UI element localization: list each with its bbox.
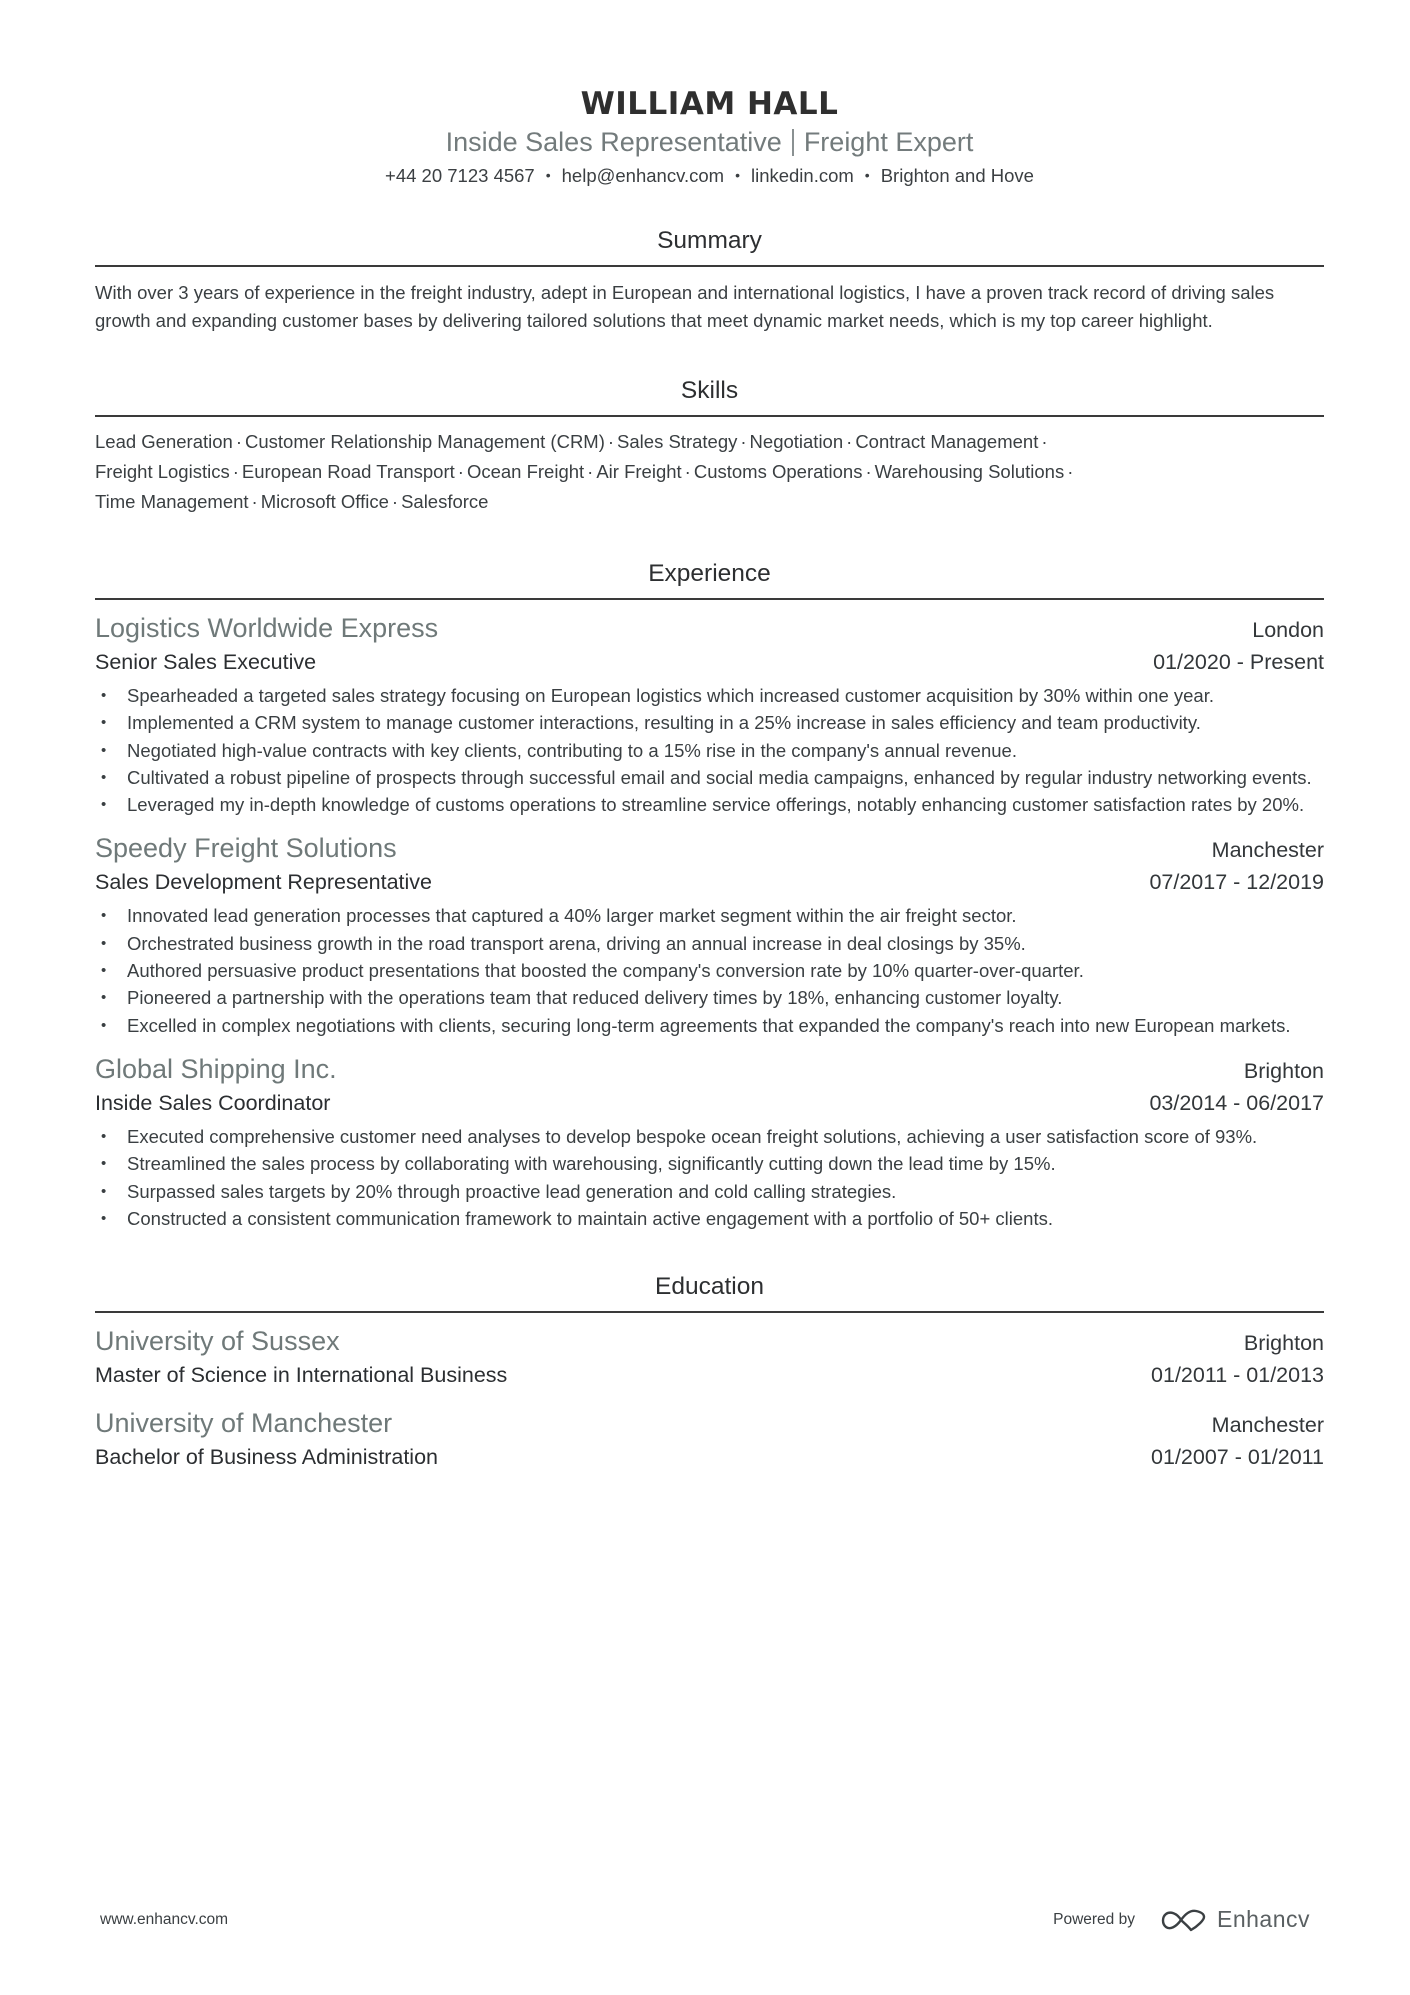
- school-location: Brighton: [1243, 1331, 1324, 1356]
- bullet-icon: •: [101, 687, 107, 704]
- skill-item: Air Freight: [596, 461, 682, 482]
- achievement-item: • Constructed a consistent communication framework to maintain active engagement with a portfolio of 50+ clients.: [95, 1205, 1324, 1232]
- achievement-item: • Leveraged my in-depth knowledge of customs operations to streamline service offerings, notably enhancing customer satisfaction rates by 20%.: [95, 791, 1324, 818]
- school-name: University of Sussex: [95, 1326, 340, 1357]
- bullet-icon: •: [101, 1209, 107, 1227]
- section-divider: [95, 265, 1324, 267]
- job-location: London: [1252, 618, 1324, 642]
- achievement-item: • Implemented a CRM system to manage customer interactions, resulting in a 25% increase in sales efficiency and team productivity.: [95, 709, 1324, 736]
- title-divider: [792, 129, 794, 156]
- skill-item: Microsoft Office: [260, 491, 389, 512]
- company-name: Speedy Freight Solutions: [95, 833, 397, 864]
- education-entry: [95, 1323, 1324, 1391]
- title-secondary: Freight Expert: [803, 127, 974, 157]
- experience-entry: [95, 1051, 1324, 1232]
- degree-name: Master of Science in International Business: [95, 1363, 508, 1388]
- achievement-item: • Pioneered a partnership with the operations team that reduced delivery times by 18%, enhancing customer loyalty.: [95, 984, 1324, 1011]
- bullet-icon: •: [101, 1127, 107, 1145]
- powered-by-label: Powered by: [1053, 1910, 1135, 1928]
- achievement-list: [95, 902, 1324, 1038]
- job-location: Manchester: [1211, 838, 1324, 863]
- bullet-separator: •: [545, 167, 551, 183]
- school-location: Manchester: [1211, 1413, 1324, 1438]
- skill-item: Ocean Freight: [466, 461, 585, 482]
- achievement-item: • Negotiated high-value contracts with key clients, contributing to a 15% rise in the company's annual revenue.: [95, 737, 1324, 764]
- bullet-icon: •: [101, 934, 107, 952]
- bullet-icon: •: [101, 714, 107, 732]
- education-dates: 01/2007 - 01/2011: [1151, 1445, 1324, 1470]
- skill-item: Freight Logistics: [95, 461, 230, 482]
- job-dates: 01/2020 - Present: [1153, 650, 1324, 674]
- skill-item: Customer Relationship Management (CRM): [245, 431, 605, 452]
- contact-email[interactable]: help@enhancv.com: [561, 165, 725, 186]
- achievement-item: • Streamlined the sales process by collaborating with warehousing, significantly cutting down the lead time by 15%.: [95, 1150, 1324, 1177]
- bullet-icon: •: [101, 1155, 107, 1173]
- bullet-icon: •: [101, 1016, 107, 1034]
- company-name: Global Shipping Inc.: [95, 1053, 337, 1084]
- title-primary: Inside Sales Representative: [445, 127, 782, 157]
- job-dates: 03/2014 - 06/2017: [1149, 1090, 1324, 1115]
- company-name: Logistics Worldwide Express: [95, 613, 439, 643]
- achievement-item: • Orchestrated business growth in the road transport arena, driving an annual increase in deal closings by 35%.: [95, 930, 1324, 957]
- achievement-item: • Spearheaded a targeted sales strategy focusing on European logistics which increased customer acquisition by 30% within one year.: [95, 682, 1324, 709]
- skill-item: Lead Generation: [95, 431, 233, 452]
- bullet-icon: •: [101, 962, 107, 980]
- contact-line: [95, 163, 1324, 188]
- enhancv-logo[interactable]: [1161, 1906, 1310, 1933]
- enhancv-logo-icon: [1161, 1908, 1207, 1932]
- job-location: Brighton: [1243, 1058, 1324, 1083]
- section-heading-skills: Skills: [680, 377, 739, 404]
- education-section: [95, 1272, 1324, 1473]
- skills-section: [95, 376, 1324, 517]
- job-title: Inside Sales Coordinator: [95, 1090, 331, 1115]
- summary-text: With over 3 years of experience in the freight industry, adept in European and international logistics, I have a proven track record of driving sales growth and expanding customer bases by delivering tailored solutions that meet dynamic market needs, which is my top career highlight.: [95, 282, 1275, 331]
- achievement-item: • Cultivated a robust pipeline of prospects through successful email and social media campaigns, enhanced by regular industry networking events.: [95, 764, 1324, 791]
- school-name: University of Manchester: [95, 1408, 393, 1439]
- section-heading-summary: Summary: [657, 227, 762, 254]
- section-divider: [95, 1311, 1324, 1313]
- degree-name: Bachelor of Business Administration: [95, 1445, 438, 1470]
- experience-section: [95, 559, 1324, 1232]
- skill-item: Salesforce: [401, 491, 489, 512]
- contact-location: Brighton and Hove: [880, 165, 1034, 186]
- footer-website-link[interactable]: www.enhancv.com: [100, 1910, 229, 1928]
- skill-item: European Road Transport: [241, 461, 455, 482]
- bullet-icon: •: [101, 768, 107, 786]
- resume-page: [95, 0, 1324, 1473]
- job-title: Sales Development Representative: [95, 870, 433, 895]
- skills-list: Lead Generation · Customer Relationship Management (CRM) · Sales Strategy · Negotiation · Contract Management · Freight Logistics · European Road Transport · Ocean Freight · Air Freight · Customs Operations · Warehousing Solutions · Time Management · Microsoft Office · Salesforce: [95, 431, 1074, 512]
- achievement-item: • Authored persuasive product presentations that boosted the company's conversion rate by 10% quarter-over-quarter.: [95, 957, 1324, 984]
- contact-linkedin[interactable]: linkedin.com: [750, 165, 854, 186]
- achievement-item: • Excelled in complex negotiations with clients, securing long-term agreements that expanded the company's reach into new European markets.: [95, 1012, 1324, 1039]
- contact-phone[interactable]: +44 20 7123 4567: [385, 165, 535, 186]
- skill-item: Warehousing Solutions: [874, 461, 1065, 482]
- bullet-icon: •: [101, 796, 107, 814]
- skill-item: Sales Strategy: [617, 431, 738, 452]
- page-footer: [100, 1906, 1310, 1933]
- candidate-name: WILLIAM HALL: [580, 86, 839, 122]
- achievement-item: • Innovated lead generation processes that captured a 40% larger market segment within the air freight sector.: [95, 902, 1324, 929]
- skill-item: Time Management: [95, 491, 249, 512]
- summary-section: [95, 226, 1324, 334]
- bullet-icon: •: [101, 907, 107, 925]
- experience-entry: [95, 830, 1324, 1038]
- section-heading-education: Education: [655, 1273, 764, 1301]
- section-heading-experience: Experience: [648, 560, 771, 587]
- skill-item: Customs Operations: [693, 461, 863, 482]
- experience-entry: [95, 610, 1324, 818]
- job-dates: 07/2017 - 12/2019: [1149, 870, 1324, 895]
- powered-by: [1053, 1906, 1310, 1933]
- bullet-separator: •: [735, 167, 740, 183]
- bullet-icon: •: [101, 989, 107, 1007]
- achievement-list: [95, 1123, 1324, 1232]
- bullet-icon: •: [101, 1182, 107, 1200]
- education-dates: 01/2011 - 01/2013: [1151, 1363, 1324, 1388]
- education-entry: [95, 1405, 1324, 1473]
- section-divider: [95, 415, 1324, 417]
- skill-item: Negotiation: [749, 431, 844, 452]
- resume-header: [95, 0, 1324, 188]
- achievement-list: [95, 682, 1324, 818]
- bullet-separator: •: [864, 167, 870, 183]
- skill-item: Contract Management: [855, 431, 1039, 452]
- enhancv-brand-name: Enhancv: [1216, 1906, 1310, 1932]
- candidate-title: [95, 125, 1324, 159]
- achievement-item: • Executed comprehensive customer need analyses to develop bespoke ocean freight solutions, achieving a user satisfaction score of 93%.: [95, 1123, 1324, 1150]
- bullet-icon: •: [101, 741, 107, 759]
- job-title: Senior Sales Executive: [95, 650, 317, 674]
- section-divider: [95, 598, 1324, 600]
- achievement-item: • Surpassed sales targets by 20% through proactive lead generation and cold calling strategies.: [95, 1178, 1324, 1205]
